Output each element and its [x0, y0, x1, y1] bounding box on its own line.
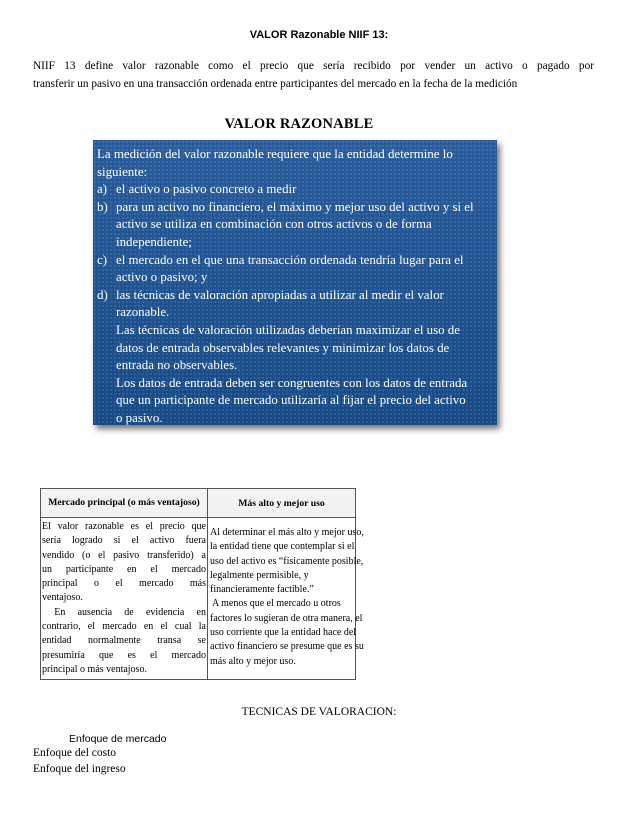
table-row — [41, 518, 356, 680]
cell-line: ventajoso. — [42, 592, 83, 604]
cell-line: uso corriente que la entidad hace del — [210, 627, 357, 639]
cell-line: A menos que el mercado u otros — [210, 598, 341, 610]
cell-line: legalmente permisible, y — [210, 569, 309, 581]
box-line-text: el activo o pasivo concreto a medir — [116, 182, 297, 197]
box-line-text: La medición del valor razonable requiere que la entidad determine lo — [97, 147, 453, 161]
box-line-text: las técnicas de valoración apropiadas a utilizar al medir el valor — [116, 287, 444, 302]
box-line-text: el mercado en el que una transacción ordenada tendría lugar para el — [116, 252, 464, 267]
cell-line: la entidad tiene que contemplar si el — [210, 541, 355, 553]
cell-line: financieramente factible.” — [210, 584, 314, 596]
box-line-text: Los datos de entrada deben ser congruentes con los datos de entrada — [116, 375, 468, 390]
valor-razonable-box — [93, 140, 497, 425]
cell-line: factores lo sugieran de otra manera, el — [210, 612, 363, 624]
box-line-text: activo o pasivo; y — [116, 270, 208, 285]
box-line — [97, 287, 489, 305]
intro-line: NIIF 13 define valor razonable como el precio que sería recibido por vender un activo o pagado por — [33, 60, 594, 72]
comparison-table — [40, 488, 364, 680]
box-line — [97, 392, 489, 410]
box-line-text: para un activo no financiero, el máximo y mejor uso del activo y si el — [116, 199, 474, 214]
box-line-text: independiente; — [116, 234, 192, 249]
cell-line: El valor razonable es el precio que — [42, 521, 206, 532]
intro-paragraph — [33, 57, 594, 93]
box-line — [97, 322, 489, 340]
box-line — [97, 199, 489, 217]
box-line-text: activo se utiliza en combinación con otros activos o de forma — [116, 217, 432, 232]
cell-line: En ausencia de evidencia en — [42, 606, 206, 618]
cell-line: Al determinar el más alto y mejor uso, — [210, 527, 364, 538]
cell-line: un participante en el mercado — [42, 563, 206, 575]
cell-line: entidad normalmente transa se — [42, 635, 206, 647]
tecnica-item: Enfoque del ingreso — [33, 763, 126, 775]
list-marker: d) — [97, 287, 108, 302]
cell-line: vendido (o el pasivo transferido) a — [42, 549, 206, 561]
cell-line: activo financiero se presume que es su — [210, 641, 364, 653]
box-line-text: razonable. — [116, 305, 170, 320]
intro-line: transferir un pasivo en una transacción ordenada entre participantes del mercado en la fecha de la medición — [33, 78, 518, 90]
cell-line: contrario, el mercado en el cual la — [42, 621, 206, 633]
list-marker: a) — [97, 182, 108, 197]
cell-line: más alto y mejor uso. — [210, 655, 296, 667]
box-line — [97, 269, 489, 287]
cell-line: uso del activo es “físicamente posible, — [210, 555, 364, 567]
box-line — [97, 410, 489, 428]
tecnica-item: Enfoque de mercado — [69, 733, 167, 745]
box-line-text: Las técnicas de valoración utilizadas deberían maximizar el uso de — [116, 322, 460, 337]
header-mercado-principal: Mercado principal (o más ventajoso) — [41, 489, 208, 518]
header-mas-alto-mejor-uso: Más alto y mejor uso — [208, 489, 356, 518]
cell-line: principal o más ventajoso. — [42, 663, 147, 675]
box-line — [97, 216, 489, 234]
box-line — [97, 357, 489, 375]
tecnica-item: Enfoque del costo — [33, 747, 117, 759]
table-header-row — [41, 489, 356, 518]
list-marker: c) — [97, 252, 108, 267]
box-line — [97, 146, 489, 164]
box-line-text: datos de entrada observables relevantes y minimizar los datos de — [116, 340, 450, 355]
box-line — [97, 164, 489, 182]
tecnicas-title: TECNICAS DE VALORACION: — [241, 706, 397, 718]
box-line — [97, 375, 489, 393]
box-line — [97, 252, 489, 270]
valor-razonable-heading: VALOR RAZONABLE — [224, 116, 374, 132]
cell-mercado-principal — [41, 518, 208, 680]
cell-line: presumiría que es el mercado — [42, 649, 206, 661]
box-line — [97, 181, 489, 199]
document-title: VALOR Razonable NIIF 13: — [249, 29, 389, 41]
cell-mas-alto-mejor-uso — [208, 518, 364, 680]
cell-line: sería logrado si el activo fuera — [42, 535, 206, 547]
box-line-text: siguiente: — [97, 164, 148, 179]
cell-line: principal o el mercado más — [42, 578, 206, 590]
box-line-text: que un participante de mercado utilizaría al fijar el precio del activo — [116, 393, 466, 408]
box-line — [97, 304, 489, 322]
list-marker: b) — [97, 199, 108, 214]
box-line — [97, 340, 489, 358]
box-line — [97, 234, 489, 252]
box-line-text: o pasivo. — [116, 410, 163, 425]
box-line-text: entrada no observables. — [116, 358, 238, 373]
